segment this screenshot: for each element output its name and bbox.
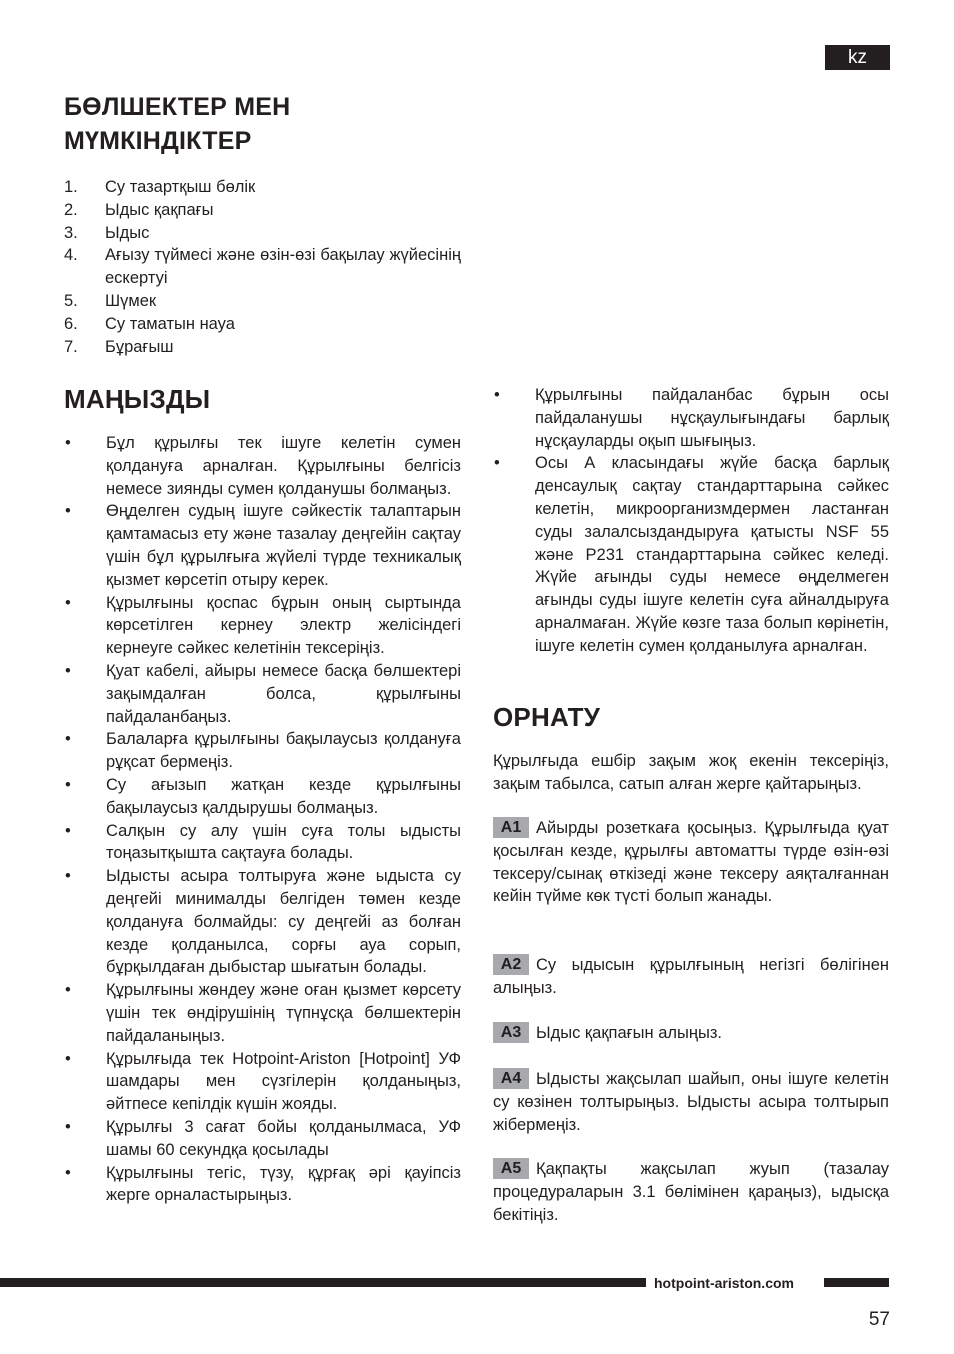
step-text: Қақпақты жақсылап жуып (тазалау процедураларын 3.1 бөлімінен қараңыз), ыдысқа бекітіңіз.	[493, 1160, 889, 1224]
install-step	[493, 1068, 889, 1136]
step-text: Су ыдысын құрылғының негізгі бөлігінен алыңыз.	[493, 956, 889, 997]
list-item: • Қуат кабелі, айыры немесе басқа бөлшектері зақымдалған болса, құрылғыны пайдаланбаңыз.	[65, 661, 461, 726]
list-item: • Осы А класындағы жүйе басқа барлық денсаулық сақтау стандарттарына сәйкес келетін, микроорганизмдермен ластанған суды залалсыздандыруға қатысты NSF 55 және P231 стандарттарына сәйкес келеді. Жүйе ағынды суды немесе өңделмеген ағынды суды ішуге келетін суға айналдыруға арналмаған. Жүйе көзге таза болып көрінетін, ішуге келетін сумен қолданылуға арналған.	[494, 454, 889, 655]
list-item: • Ыдысты асыра толтыруға және ыдыста су деңгейі минималды белгіден төмен кезде қолдануға болмайды: су деңгейі аз болған кезде қолданылса, сорғы ауа сорып, бұрқылдаған дыбыстар шығатын болады.	[65, 867, 461, 977]
list-item: • Салқын су алу үшін суға толы ыдысты тоңазытқышта сақтауға болады.	[65, 821, 461, 863]
footer-website: hotpoint-ariston.com	[654, 1275, 794, 1291]
list-item: 1. Су тазартқыш бөлік	[64, 178, 256, 196]
footer-rule-right	[824, 1278, 889, 1287]
list-item: • Құрылғыны жөндеу және оған қызмет көрсету үшін тек өндірушінің түпнұсқа бөлшектерін пайдаланыңыз.	[65, 981, 461, 1045]
list-item: • Құрылғыда тек Hotpoint-Ariston [Hotpoint] УФ шамдары мен сүзгілерін қолданыңыз, әйтпесе кепілдік күшін жояды.	[65, 1049, 461, 1114]
step-label: A4	[493, 1068, 529, 1089]
install-step	[493, 1022, 889, 1045]
list-item: • Өңделген судың ішуге сәйкестік талаптарын қамтамасыз ету және тазалау деңгейін сақтау үшін бұл құрылғыға жүйелі түрде техникалық қызмет көрсетіп отыру керек.	[65, 502, 461, 589]
step-label: A5	[493, 1158, 529, 1179]
step-label: A1	[493, 817, 529, 838]
important-list-right	[493, 384, 889, 658]
list-item: • Су ағызып жатқан кезде құрылғыны бақылаусыз қалдырушы болмаңыз.	[65, 775, 461, 817]
install-step	[493, 817, 889, 908]
page-number: 57	[868, 1309, 890, 1330]
list-item: • Құрылғыны қоспас бұрын оның сыртында көрсетілген кернеу электр желісіндегі кернеуге сәйкес келетінін тексеріңіз.	[65, 593, 461, 658]
list-item: 2. Ыдыс қақпағы	[64, 200, 214, 219]
list-item: 6. Су таматын науа	[64, 314, 235, 333]
list-item: 3. Ыдыс	[64, 223, 150, 242]
step-label: A3	[493, 1022, 529, 1043]
parts-heading: БӨЛШЕКТЕР МЕН МҮМКІНДІКТЕР	[64, 93, 291, 155]
list-item: • Құрылғы 3 сағат бойы қолданылмаса, УФ шамы 60 секундқа қосылады	[65, 1117, 461, 1159]
install-step	[493, 1158, 889, 1226]
list-item: • Балаларға құрылғыны бақылаусыз қолдануға рұқсат бермеңіз.	[65, 730, 461, 772]
install-heading: ОРНАТУ	[493, 702, 601, 732]
parts-list	[64, 176, 461, 358]
step-label: A2	[493, 954, 529, 975]
list-item: • Құрылғыны пайдаланбас бұрын осы пайдаланушы нұсқаулығындағы барлық нұсқауларды оқып шығыңыз.	[494, 386, 889, 450]
footer-rule-left	[0, 1278, 646, 1287]
step-text: Ыдысты жақсылап шайып, оны ішуге келетін су көзінен толтырыңыз. Ыдысты асыра толтырып жібермеңіз.	[493, 1070, 889, 1134]
list-item: • Құрылғыны тегіс, түзу, құрғақ әрі қауіпсіз жерге орналастырыңыз.	[65, 1163, 461, 1205]
list-item: 7. Бұрағыш	[64, 337, 174, 356]
important-heading: МАҢЫЗДЫ	[64, 384, 211, 414]
language-badge: kz	[825, 45, 890, 70]
list-item: • Бұл құрылғы тек ішуге келетін сумен қолдануға арналған. Құрылғыны белгісіз немесе зиянды сумен қолданушы болмаңыз.	[65, 434, 461, 498]
important-list-left	[64, 432, 461, 1207]
install-step	[493, 954, 889, 1000]
step-text: Айырды розеткаға қосыңыз. Құрылғыда қуат қосылған кезде, құрылғы автоматты түрде өзін-өзі тексеру/сынақ өткізеді және тексеру аяқталғаннан кейін түйме көк түсті болып жанады.	[493, 819, 889, 906]
install-intro: Құрылғыда ешбір зақым жоқ екенін тексеріңіз, зақым табылса, сатып алған жерге қайтарыңыз.	[493, 752, 889, 793]
step-text: Ыдыс қақпағын алыңыз.	[536, 1024, 723, 1042]
list-item: 4. Ағызу түймесі және өзін-өзі бақылау жүйесінің ескертуі	[64, 246, 461, 288]
list-item: 5. Шүмек	[64, 291, 157, 310]
